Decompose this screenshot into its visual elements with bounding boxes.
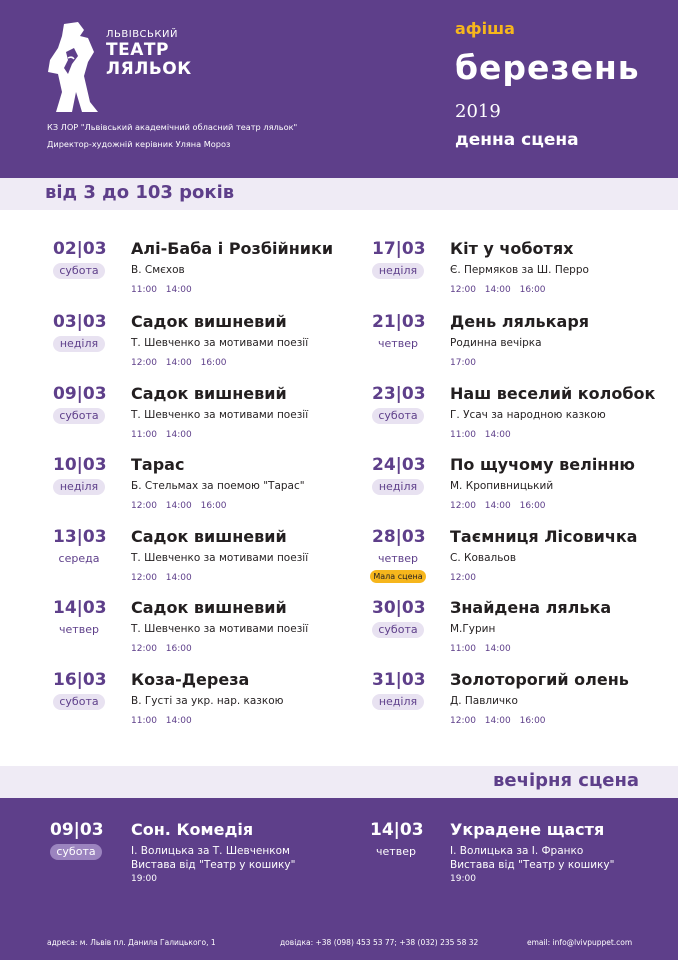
event-item[interactable] [372, 312, 678, 376]
event-date: 16|03 [53, 670, 107, 690]
event-title: Золоторогий олень [450, 670, 629, 689]
event-weekday: четвер [378, 552, 418, 565]
event-times: 12:00 14:00 16:00 [450, 716, 546, 726]
event-date: 23|03 [372, 384, 426, 404]
event-times: 12:00 [450, 573, 476, 583]
small-stage-badge: Мала сцена [370, 570, 426, 583]
event-date: 14|03 [370, 820, 424, 840]
footer-phone[interactable]: довідка: +38 (098) 453 53 77; +38 (032) 235 58 32 [280, 938, 479, 947]
event-item[interactable] [53, 670, 373, 734]
event-date: 09|03 [50, 820, 104, 840]
event-weekday: неділя [372, 479, 424, 495]
event-title: Садок вишневий [131, 598, 287, 617]
event-item[interactable] [53, 384, 373, 448]
event-weekday: четвер [376, 845, 416, 858]
event-item[interactable] [372, 670, 678, 734]
footer-address: адреса: м. Львів пл. Данила Галицького, 1 [47, 938, 216, 947]
event-item[interactable] [372, 527, 678, 591]
event-company: Вистава від "Театр у кошику" [131, 859, 296, 871]
event-item[interactable] [372, 598, 678, 662]
event-date: 30|03 [372, 598, 426, 618]
event-author: Т. Шевченко за мотивами поезії [131, 409, 309, 421]
event-title: Наш веселий колобок [450, 384, 656, 403]
event-times: 19:00 [131, 874, 157, 884]
event-weekday: субота [50, 844, 102, 860]
event-author: С. Ковальов [450, 552, 517, 564]
event-times: 11:00 14:00 [131, 285, 192, 295]
year: 2019 [455, 101, 501, 122]
event-item[interactable] [53, 527, 373, 591]
event-date: 31|03 [372, 670, 426, 690]
evening-event-item[interactable] [50, 820, 370, 884]
event-weekday: неділя [372, 263, 424, 279]
event-times: 12:00 14:00 16:00 [131, 358, 227, 368]
event-title: Таємниця Лісовичка [450, 527, 638, 546]
evening-stage-title: вечірня сцена [493, 770, 640, 791]
event-times: 12:00 14:00 [131, 573, 192, 583]
event-weekday: неділя [372, 694, 424, 710]
logo-line-2: ЛЯЛЬОК [106, 59, 192, 79]
event-title: Садок вишневий [131, 312, 287, 331]
event-weekday: субота [372, 408, 424, 424]
event-weekday: четвер [59, 623, 99, 636]
event-times: 11:00 14:00 [131, 430, 192, 440]
event-author: Є. Пермяков за Ш. Перро [450, 264, 589, 276]
event-date: 28|03 [372, 527, 426, 547]
event-title: Кіт у чоботях [450, 239, 574, 258]
event-item[interactable] [53, 598, 373, 662]
event-item[interactable] [53, 455, 373, 519]
theatre-logo-text [106, 30, 192, 78]
stage-name: денна сцена [455, 130, 579, 150]
event-item[interactable] [372, 239, 678, 303]
event-times: 12:00 14:00 16:00 [131, 501, 227, 511]
event-author: І. Волицька за Т. Шевченком [131, 845, 290, 857]
event-weekday: неділя [53, 336, 105, 352]
organization-name: КЗ ЛОР "Львівський академічний обласний театр ляльок" [47, 122, 298, 132]
event-times: 19:00 [450, 874, 476, 884]
event-times: 11:00 14:00 [450, 644, 511, 654]
event-item[interactable] [53, 239, 373, 303]
event-times: 12:00 14:00 16:00 [450, 501, 546, 511]
poster-label: афіша [455, 19, 515, 38]
event-author: І. Волицька за І. Франко [450, 845, 584, 857]
month-title: березень [455, 48, 640, 87]
event-date: 13|03 [53, 527, 107, 547]
event-title: Садок вишневий [131, 527, 287, 546]
event-weekday: субота [53, 694, 105, 710]
event-weekday: неділя [53, 479, 105, 495]
event-author: Т. Шевченко за мотивами поезії [131, 623, 309, 635]
evening-band [0, 766, 678, 798]
event-title: Знайдена лялька [450, 598, 612, 617]
event-item[interactable] [53, 312, 373, 376]
event-author: М.Гурин [450, 623, 496, 635]
event-author: Т. Шевченко за мотивами поезії [131, 552, 309, 564]
logo-city: ЛЬВІВСЬКИЙ [106, 29, 178, 40]
event-date: 21|03 [372, 312, 426, 332]
event-author: Родинна вечірка [450, 337, 542, 349]
event-title: День лялькаря [450, 312, 590, 331]
event-times: 11:00 14:00 [131, 716, 192, 726]
footer-email[interactable]: email: info@lvivpuppet.com [527, 938, 633, 947]
event-author: М. Кропивницький [450, 480, 554, 492]
event-title: Алі-Баба і Розбійники [131, 239, 334, 258]
event-weekday: субота [53, 263, 105, 279]
event-weekday: четвер [378, 337, 418, 350]
event-item[interactable] [372, 455, 678, 519]
event-title: Тарас [131, 455, 185, 474]
event-author: В. Густі за укр. нар. казкою [131, 695, 284, 707]
event-date: 14|03 [53, 598, 107, 618]
logo-line-1: ТЕАТР [106, 40, 169, 60]
event-date: 03|03 [53, 312, 107, 332]
event-weekday: субота [372, 622, 424, 638]
event-times: 12:00 14:00 16:00 [450, 285, 546, 295]
age-range: від 3 до 103 років [45, 182, 235, 203]
event-date: 09|03 [53, 384, 107, 404]
theatre-logo-figure [44, 22, 100, 114]
event-title: Сон. Комедія [131, 820, 254, 839]
event-times: 11:00 14:00 [450, 430, 511, 440]
header [0, 0, 678, 178]
event-company: Вистава від "Театр у кошику" [450, 859, 615, 871]
event-weekday: субота [53, 408, 105, 424]
event-date: 17|03 [372, 239, 426, 259]
event-times: 12:00 16:00 [131, 644, 192, 654]
event-author: Т. Шевченко за мотивами поезії [131, 337, 309, 349]
event-date: 02|03 [53, 239, 107, 259]
event-author: Д. Павличко [450, 695, 518, 707]
evening-event-item[interactable] [370, 820, 678, 884]
event-author: В. Смєхов [131, 264, 185, 276]
age-band [0, 178, 678, 210]
event-title: Садок вишневий [131, 384, 287, 403]
event-title: Украдене щастя [450, 820, 605, 839]
event-item[interactable] [372, 384, 678, 448]
event-title: По щучому велінню [450, 455, 635, 474]
director-name: Директор-художній керівник Уляна Мороз [47, 139, 231, 149]
event-weekday: середа [58, 552, 100, 565]
event-date: 10|03 [53, 455, 107, 475]
event-date: 24|03 [372, 455, 426, 475]
event-title: Коза-Дереза [131, 670, 250, 689]
event-author: Г. Усач за народною казкою [450, 409, 606, 421]
event-author: Б. Стельмах за поемою "Тарас" [131, 480, 305, 492]
event-times: 17:00 [450, 358, 476, 368]
